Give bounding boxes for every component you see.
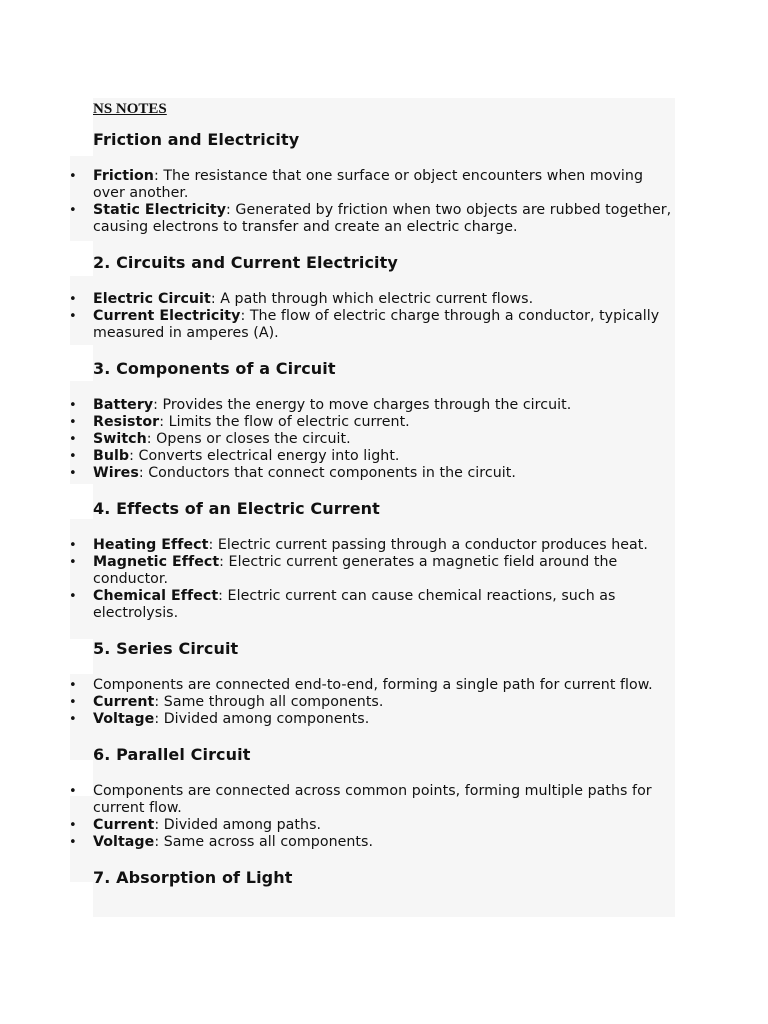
- term-description: : Electric current passing through a conductor produces heat.: [208, 537, 648, 553]
- bullet-icon: •: [69, 818, 77, 833]
- bullet-icon: •: [69, 449, 77, 464]
- term-description: : Divided among paths.: [154, 817, 322, 833]
- list-item: [69, 291, 675, 308]
- bullet-icon: •: [69, 203, 77, 218]
- bullet-list: [69, 397, 675, 482]
- term-label: Wires: [93, 465, 139, 481]
- bullet-icon: •: [69, 169, 77, 184]
- bullet-icon: •: [69, 555, 77, 570]
- section-heading: 3. Components of a Circuit: [93, 359, 336, 378]
- term-label: Current Electricity: [93, 308, 241, 324]
- bullet-list: [69, 537, 675, 622]
- term-label: Switch: [93, 431, 147, 447]
- section-heading: 5. Series Circuit: [93, 639, 239, 658]
- term-label: Voltage: [93, 711, 155, 727]
- term-label: Magnetic Effect: [93, 554, 220, 570]
- term-label: Current: [93, 694, 155, 710]
- term-label: Resistor: [93, 414, 160, 430]
- term-label: Battery: [93, 397, 154, 413]
- term-label: Heating Effect: [93, 537, 209, 553]
- bullet-icon: •: [69, 538, 77, 553]
- term-label: Bulb: [93, 448, 130, 464]
- term-description: : The flow of electric charge through a conductor, typically measured in amperes (A).: [93, 308, 660, 341]
- section-heading: 7. Absorption of Light: [93, 868, 293, 887]
- term-description: : Limits the flow of electric current.: [159, 414, 410, 430]
- term-description: : A path through which electric current flows.: [210, 291, 534, 307]
- term-label: Chemical Effect: [93, 588, 219, 604]
- list-item: [69, 783, 675, 817]
- bullet-list: [69, 783, 675, 851]
- term-label: Electric Circuit: [93, 291, 211, 307]
- bullet-icon: •: [69, 678, 77, 693]
- bullet-list: [69, 168, 675, 236]
- term-description: : Divided among components.: [154, 711, 370, 727]
- list-item: [69, 414, 675, 431]
- term-label: Static Electricity: [93, 202, 227, 218]
- list-item: [69, 431, 675, 448]
- list-item: [69, 537, 675, 554]
- term-label: Current: [93, 817, 155, 833]
- bullet-icon: •: [69, 309, 77, 324]
- term-description: Components are connected end-to-end, forming a single path for current flow.: [93, 677, 653, 693]
- bullet-list: [69, 291, 675, 342]
- term-description: : Electric current generates a magnetic field around the conductor.: [93, 554, 618, 587]
- list-item: [69, 554, 675, 588]
- term-description: Components are connected across common points, forming multiple paths for current flow.: [93, 783, 652, 816]
- term-description: : Converts electrical energy into light.: [129, 448, 400, 464]
- term-label: Friction: [93, 168, 154, 184]
- list-item: [69, 308, 675, 342]
- term-description: : Generated by friction when two objects are rubbed together, causing electrons to transfer and create an electric charge.: [93, 202, 672, 235]
- bullet-icon: •: [69, 432, 77, 447]
- list-item: [69, 168, 675, 202]
- document-title: NS NOTES: [93, 101, 167, 117]
- list-item: [69, 694, 675, 711]
- list-item: [69, 448, 675, 465]
- sections-container: [69, 130, 675, 888]
- bullet-icon: •: [69, 835, 77, 850]
- term-label: Voltage: [93, 834, 155, 850]
- term-description: : Electric current can cause chemical reactions, such as electrolysis.: [93, 588, 616, 621]
- bullet-icon: •: [69, 784, 77, 799]
- bullet-list: [69, 677, 675, 728]
- bullet-icon: •: [69, 292, 77, 307]
- term-description: : The resistance that one surface or object encounters when moving over another.: [93, 168, 644, 201]
- term-description: : Provides the energy to move charges through the circuit.: [153, 397, 572, 413]
- document-body: [69, 98, 675, 888]
- term-description: : Opens or closes the circuit.: [146, 431, 351, 447]
- bullet-icon: •: [69, 695, 77, 710]
- bullet-icon: •: [69, 415, 77, 430]
- list-item: [69, 397, 675, 414]
- bullet-icon: •: [69, 712, 77, 727]
- bullet-icon: •: [69, 398, 77, 413]
- term-description: : Same through all components.: [154, 694, 384, 710]
- bullet-icon: •: [69, 466, 77, 481]
- list-item: [69, 711, 675, 728]
- list-item: [69, 588, 675, 622]
- list-item: [69, 817, 675, 834]
- section-heading: 2. Circuits and Current Electricity: [93, 253, 398, 272]
- section-heading: Friction and Electricity: [93, 130, 300, 149]
- term-description: : Conductors that connect components in the circuit.: [138, 465, 516, 481]
- list-item: [69, 202, 675, 236]
- section-heading: 4. Effects of an Electric Current: [93, 499, 380, 518]
- list-item: [69, 834, 675, 851]
- bullet-icon: •: [69, 589, 77, 604]
- list-item: [69, 465, 675, 482]
- list-item: [69, 677, 675, 694]
- section-heading: 6. Parallel Circuit: [93, 745, 251, 764]
- term-description: : Same across all components.: [154, 834, 374, 850]
